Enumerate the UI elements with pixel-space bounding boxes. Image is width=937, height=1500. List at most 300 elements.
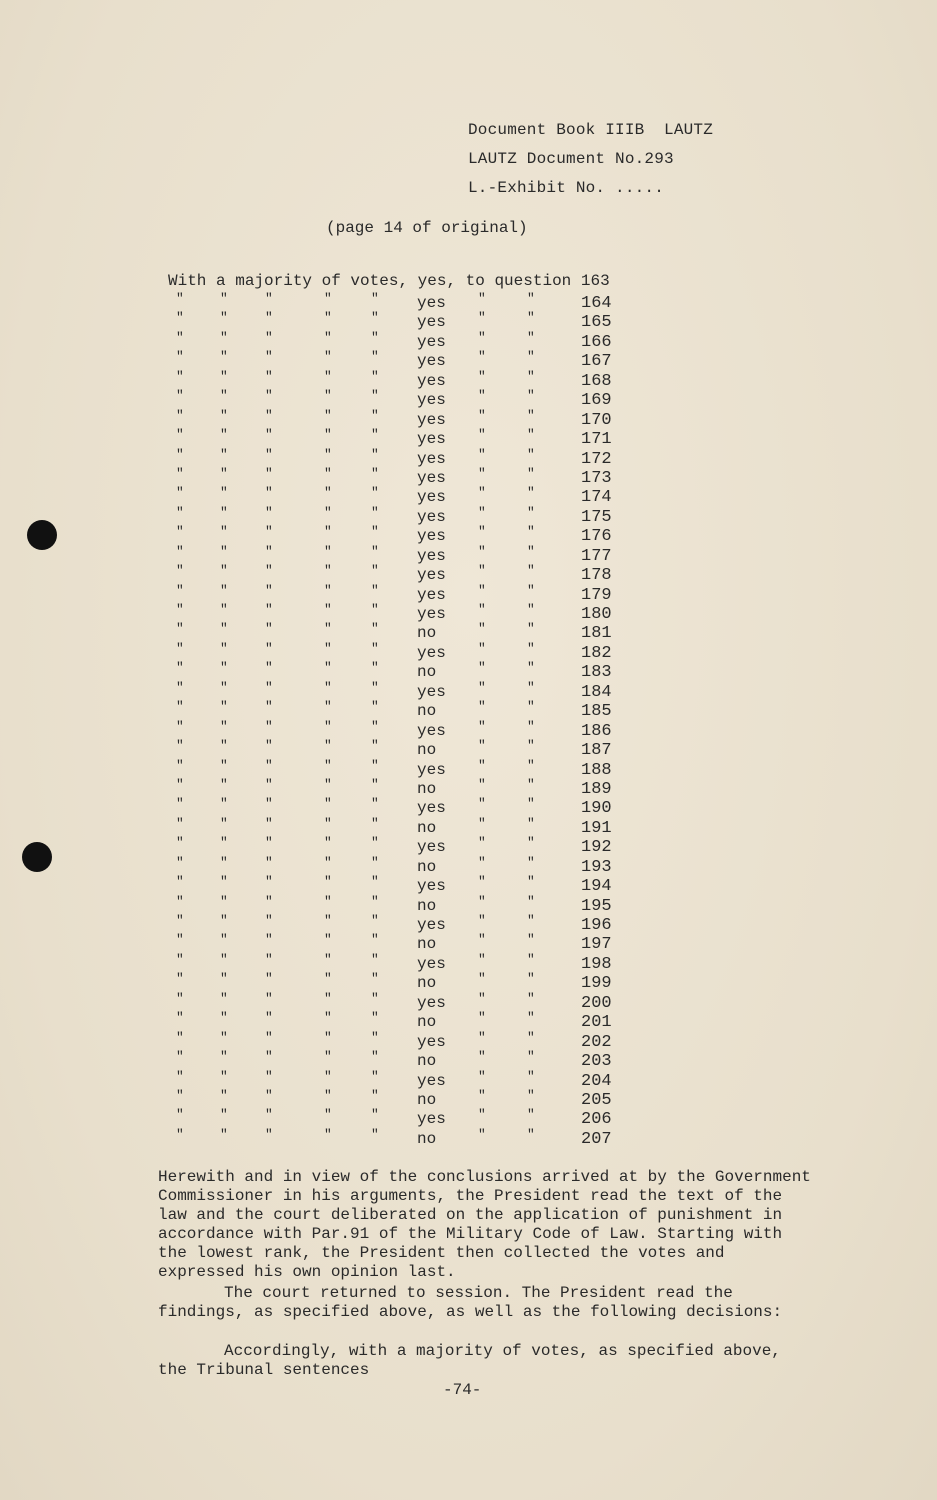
ditto-mark: " bbox=[220, 1126, 228, 1142]
question-number: 178 bbox=[581, 566, 612, 586]
ditto-mark: " bbox=[220, 465, 228, 481]
ditto-mark: " bbox=[265, 1107, 273, 1123]
ditto-mark: " bbox=[324, 349, 332, 365]
vote-answer: no bbox=[417, 1052, 437, 1071]
ditto-mark: " bbox=[527, 1010, 535, 1026]
ditto-mark: " bbox=[478, 951, 486, 967]
ditto-mark: " bbox=[527, 932, 535, 948]
ditto-mark: " bbox=[176, 1029, 184, 1045]
ditto-mark: " bbox=[265, 602, 273, 617]
ditto-mark: " bbox=[527, 407, 535, 423]
ditto-mark: " bbox=[371, 582, 379, 598]
ditto-mark: " bbox=[265, 738, 273, 754]
ditto-mark: " bbox=[220, 407, 228, 423]
ditto-mark: " bbox=[324, 310, 332, 326]
ditto-mark: " bbox=[176, 990, 184, 1006]
ditto-mark: " bbox=[371, 679, 379, 695]
ditto-mark: " bbox=[176, 291, 184, 306]
vote-answer: no bbox=[417, 896, 437, 915]
question-number: 201 bbox=[581, 1013, 612, 1033]
ditto-mark: " bbox=[176, 874, 184, 890]
paragraph-sentence bbox=[158, 1342, 818, 1380]
vote-row bbox=[168, 970, 648, 994]
ditto-mark: " bbox=[478, 602, 486, 617]
ditto-mark: " bbox=[324, 368, 332, 384]
ditto-mark: " bbox=[220, 563, 228, 579]
vote-answer: yes bbox=[417, 799, 446, 818]
ditto-mark: " bbox=[220, 990, 228, 1006]
question-number: 171 bbox=[581, 430, 612, 450]
ditto-mark: " bbox=[478, 932, 486, 948]
ditto-mark: " bbox=[176, 913, 184, 928]
vote-row bbox=[168, 523, 648, 547]
ditto-mark: " bbox=[478, 1049, 486, 1065]
vote-answer: yes bbox=[417, 877, 446, 896]
ditto-mark: " bbox=[176, 1049, 184, 1065]
ditto-mark: " bbox=[220, 524, 228, 540]
ditto-mark: " bbox=[265, 815, 273, 831]
ditto-mark: " bbox=[324, 738, 332, 754]
question-number: 164 bbox=[581, 294, 612, 313]
question-number: 202 bbox=[581, 1032, 612, 1052]
ditto-mark: " bbox=[478, 874, 486, 890]
vote-answer: yes bbox=[417, 760, 446, 779]
vote-answer: yes bbox=[417, 838, 446, 857]
ditto-mark: " bbox=[371, 485, 379, 501]
ditto-mark: " bbox=[371, 757, 379, 773]
ditto-mark: " bbox=[324, 874, 332, 890]
vote-row bbox=[168, 757, 648, 780]
ditto-mark: " bbox=[527, 854, 535, 870]
ditto-mark: " bbox=[371, 1087, 379, 1103]
ditto-mark: " bbox=[220, 485, 228, 501]
ditto-mark: " bbox=[324, 543, 332, 559]
ditto-mark: " bbox=[220, 913, 228, 928]
vote-answer: yes bbox=[417, 352, 446, 371]
ditto-mark: " bbox=[324, 971, 332, 987]
vote-answer: yes bbox=[417, 468, 446, 487]
vote-row bbox=[168, 465, 648, 488]
ditto-mark: " bbox=[324, 602, 332, 617]
ditto-mark: " bbox=[220, 971, 228, 987]
ditto-mark: " bbox=[478, 815, 486, 831]
vote-row bbox=[168, 873, 648, 897]
ditto-mark: " bbox=[324, 990, 332, 1006]
question-number: 186 bbox=[581, 721, 612, 741]
vote-row bbox=[168, 329, 648, 352]
header-exhibit-line: L.-Exhibit No. ..... bbox=[468, 179, 665, 197]
question-number: 189 bbox=[581, 779, 612, 799]
ditto-mark: " bbox=[478, 388, 486, 404]
ditto-mark: " bbox=[265, 913, 273, 928]
vote-answer: yes bbox=[417, 993, 446, 1012]
vote-answer: no bbox=[417, 702, 437, 721]
vote-row bbox=[168, 1126, 648, 1149]
paragraph-sentence-text: Accordingly, with a majority of votes, as specified above, the Tribunal sentences bbox=[158, 1342, 781, 1379]
ditto-mark: " bbox=[176, 524, 184, 540]
ditto-mark: " bbox=[324, 776, 332, 792]
question-number: 185 bbox=[581, 702, 612, 722]
vote-row bbox=[168, 484, 648, 508]
question-number: 165 bbox=[581, 313, 612, 333]
ditto-mark: " bbox=[265, 563, 273, 579]
ditto-mark: " bbox=[176, 854, 184, 870]
header-document-line: LAUTZ Document No.293 bbox=[468, 150, 674, 168]
ditto-mark: " bbox=[220, 427, 228, 443]
vote-row bbox=[168, 1068, 648, 1091]
ditto-mark: " bbox=[324, 563, 332, 579]
vote-row bbox=[168, 698, 648, 722]
ditto-mark: " bbox=[220, 815, 228, 831]
ditto-mark: " bbox=[527, 660, 535, 676]
ditto-mark: " bbox=[324, 699, 332, 715]
punch-hole bbox=[27, 520, 57, 550]
paragraph-session bbox=[158, 1284, 818, 1322]
ditto-mark: " bbox=[478, 1010, 486, 1026]
ditto-mark: " bbox=[265, 329, 273, 345]
ditto-mark: " bbox=[176, 796, 184, 812]
ditto-mark: " bbox=[265, 465, 273, 481]
ditto-mark: " bbox=[324, 621, 332, 637]
question-number: 179 bbox=[581, 585, 612, 605]
ditto-mark: " bbox=[220, 368, 228, 384]
ditto-mark: " bbox=[220, 699, 228, 715]
ditto-mark: " bbox=[265, 1010, 273, 1026]
vote-answer: yes bbox=[417, 916, 446, 934]
vote-row bbox=[168, 562, 648, 586]
vote-answer: yes bbox=[417, 371, 446, 390]
ditto-mark: " bbox=[527, 446, 535, 462]
ditto-mark: " bbox=[265, 679, 273, 695]
ditto-mark: " bbox=[265, 291, 273, 306]
ditto-mark: " bbox=[371, 368, 379, 384]
ditto-mark: " bbox=[371, 1049, 379, 1065]
question-number: 168 bbox=[581, 371, 612, 391]
vote-answer: yes bbox=[417, 682, 446, 701]
ditto-mark: " bbox=[527, 504, 535, 520]
ditto-mark: " bbox=[371, 718, 379, 734]
vote-answer: yes bbox=[417, 643, 446, 662]
ditto-mark: " bbox=[176, 640, 184, 656]
ditto-mark: " bbox=[371, 640, 379, 656]
ditto-mark: " bbox=[527, 757, 535, 773]
ditto-mark: " bbox=[176, 660, 184, 676]
ditto-mark: " bbox=[478, 893, 486, 909]
vote-answer: no bbox=[417, 857, 437, 876]
ditto-mark: " bbox=[324, 485, 332, 501]
document-header bbox=[468, 116, 713, 203]
ditto-mark: " bbox=[220, 796, 228, 812]
ditto-mark: " bbox=[527, 310, 535, 326]
ditto-mark: " bbox=[478, 1029, 486, 1045]
ditto-mark: " bbox=[527, 465, 535, 481]
ditto-mark: " bbox=[324, 932, 332, 948]
question-number: 205 bbox=[581, 1090, 612, 1110]
vote-row bbox=[168, 834, 648, 858]
ditto-mark: " bbox=[176, 699, 184, 715]
vote-list bbox=[168, 290, 648, 1149]
ditto-mark: " bbox=[527, 835, 535, 851]
vote-first-line-text: With a majority of votes, yes, to question bbox=[168, 272, 572, 290]
vote-answer: yes bbox=[417, 1110, 446, 1129]
ditto-mark: " bbox=[265, 524, 273, 540]
vote-row bbox=[168, 620, 648, 644]
paragraph-session-text: The court returned to session. The President read the findings, as specified above, as well as the following decisions: bbox=[158, 1284, 783, 1321]
ditto-mark: " bbox=[220, 951, 228, 967]
vote-first-line bbox=[168, 272, 610, 290]
vote-answer: no bbox=[417, 741, 437, 760]
ditto-mark: " bbox=[176, 446, 184, 462]
vote-answer: yes bbox=[417, 507, 446, 526]
ditto-mark: " bbox=[176, 1107, 184, 1123]
vote-answer: yes bbox=[417, 566, 446, 585]
ditto-mark: " bbox=[371, 990, 379, 1006]
ditto-mark: " bbox=[371, 543, 379, 559]
question-number: 172 bbox=[581, 449, 612, 469]
vote-answer: yes bbox=[417, 294, 446, 312]
ditto-mark: " bbox=[265, 1029, 273, 1045]
ditto-mark: " bbox=[176, 815, 184, 831]
ditto-mark: " bbox=[324, 504, 332, 520]
ditto-mark: " bbox=[220, 660, 228, 676]
vote-row bbox=[168, 737, 648, 761]
ditto-mark: " bbox=[478, 1068, 486, 1084]
ditto-mark: " bbox=[527, 699, 535, 715]
ditto-mark: " bbox=[220, 738, 228, 754]
question-number: 206 bbox=[581, 1110, 612, 1130]
ditto-mark: " bbox=[220, 1107, 228, 1123]
ditto-mark: " bbox=[324, 465, 332, 481]
ditto-mark: " bbox=[527, 796, 535, 812]
ditto-mark: " bbox=[176, 893, 184, 909]
ditto-mark: " bbox=[265, 776, 273, 792]
ditto-mark: " bbox=[265, 796, 273, 812]
ditto-mark: " bbox=[220, 679, 228, 695]
ditto-mark: " bbox=[220, 757, 228, 773]
vote-row bbox=[168, 348, 648, 372]
vote-row bbox=[168, 543, 648, 566]
ditto-mark: " bbox=[324, 407, 332, 423]
ditto-mark: " bbox=[176, 485, 184, 501]
question-number: 176 bbox=[581, 527, 612, 547]
ditto-mark: " bbox=[527, 893, 535, 909]
vote-answer: no bbox=[417, 779, 437, 798]
ditto-mark: " bbox=[527, 329, 535, 345]
ditto-mark: " bbox=[478, 738, 486, 754]
question-number: 167 bbox=[581, 352, 612, 372]
vote-answer: yes bbox=[417, 391, 446, 410]
question-number: 204 bbox=[581, 1071, 612, 1091]
ditto-mark: " bbox=[220, 349, 228, 365]
ditto-mark: " bbox=[220, 854, 228, 870]
question-number: 193 bbox=[581, 857, 612, 877]
question-number: 174 bbox=[581, 488, 612, 508]
ditto-mark: " bbox=[478, 329, 486, 345]
ditto-mark: " bbox=[265, 621, 273, 637]
ditto-mark: " bbox=[527, 485, 535, 501]
ditto-mark: " bbox=[324, 524, 332, 540]
ditto-mark: " bbox=[478, 660, 486, 676]
ditto-mark: " bbox=[324, 582, 332, 598]
ditto-mark: " bbox=[371, 951, 379, 967]
vote-row bbox=[168, 640, 648, 663]
ditto-mark: " bbox=[371, 1126, 379, 1142]
vote-row bbox=[168, 426, 648, 450]
ditto-mark: " bbox=[324, 893, 332, 909]
vote-row bbox=[168, 387, 648, 411]
ditto-mark: " bbox=[527, 776, 535, 792]
ditto-mark: " bbox=[527, 291, 535, 306]
ditto-mark: " bbox=[527, 913, 535, 928]
vote-answer: yes bbox=[417, 449, 446, 468]
ditto-mark: " bbox=[527, 1107, 535, 1123]
ditto-mark: " bbox=[371, 310, 379, 326]
ditto-mark: " bbox=[265, 971, 273, 987]
question-number: 207 bbox=[581, 1129, 612, 1149]
vote-answer: yes bbox=[417, 1071, 446, 1090]
ditto-mark: " bbox=[176, 504, 184, 520]
question-number: 200 bbox=[581, 993, 612, 1013]
ditto-mark: " bbox=[478, 446, 486, 462]
vote-answer: no bbox=[417, 1129, 437, 1148]
ditto-mark: " bbox=[371, 893, 379, 909]
ditto-mark: " bbox=[478, 465, 486, 481]
ditto-mark: " bbox=[324, 815, 332, 831]
ditto-mark: " bbox=[176, 1010, 184, 1026]
ditto-mark: " bbox=[527, 1049, 535, 1065]
ditto-mark: " bbox=[478, 835, 486, 851]
ditto-mark: " bbox=[478, 349, 486, 365]
ditto-mark: " bbox=[176, 368, 184, 384]
question-number: 190 bbox=[581, 799, 612, 819]
ditto-mark: " bbox=[478, 699, 486, 715]
ditto-mark: " bbox=[265, 1068, 273, 1084]
ditto-mark: " bbox=[220, 893, 228, 909]
ditto-mark: " bbox=[324, 718, 332, 734]
ditto-mark: " bbox=[371, 388, 379, 404]
ditto-mark: " bbox=[265, 660, 273, 676]
ditto-mark: " bbox=[176, 1126, 184, 1142]
ditto-mark: " bbox=[176, 1068, 184, 1084]
ditto-mark: " bbox=[265, 990, 273, 1006]
ditto-mark: " bbox=[220, 602, 228, 617]
question-number: 203 bbox=[581, 1052, 612, 1072]
ditto-mark: " bbox=[527, 582, 535, 598]
ditto-mark: " bbox=[527, 368, 535, 384]
ditto-mark: " bbox=[527, 427, 535, 443]
ditto-mark: " bbox=[176, 835, 184, 851]
ditto-mark: " bbox=[324, 1087, 332, 1103]
ditto-mark: " bbox=[265, 427, 273, 443]
ditto-mark: " bbox=[176, 951, 184, 967]
ditto-mark: " bbox=[176, 776, 184, 792]
ditto-mark: " bbox=[265, 1126, 273, 1142]
vote-row bbox=[168, 815, 648, 838]
vote-answer: no bbox=[417, 1013, 437, 1032]
ditto-mark: " bbox=[220, 388, 228, 404]
question-number: 191 bbox=[581, 818, 612, 838]
question-number: 184 bbox=[581, 682, 612, 702]
question-number: 187 bbox=[581, 741, 612, 761]
ditto-mark: " bbox=[176, 602, 184, 617]
vote-answer: yes bbox=[417, 721, 446, 740]
ditto-mark: " bbox=[324, 427, 332, 443]
vote-answer: no bbox=[417, 663, 437, 682]
ditto-mark: " bbox=[265, 582, 273, 598]
ditto-mark: " bbox=[265, 835, 273, 851]
question-number: 188 bbox=[581, 760, 612, 780]
ditto-mark: " bbox=[265, 718, 273, 734]
vote-row bbox=[168, 718, 648, 741]
ditto-mark: " bbox=[265, 640, 273, 656]
question-number: 195 bbox=[581, 896, 612, 916]
ditto-mark: " bbox=[324, 329, 332, 345]
ditto-mark: " bbox=[527, 388, 535, 404]
ditto-mark: " bbox=[324, 1068, 332, 1084]
vote-row bbox=[168, 659, 648, 683]
ditto-mark: " bbox=[324, 640, 332, 656]
ditto-mark: " bbox=[176, 679, 184, 695]
ditto-mark: " bbox=[220, 621, 228, 637]
ditto-mark: " bbox=[324, 951, 332, 967]
vote-row bbox=[168, 1106, 648, 1130]
ditto-mark: " bbox=[371, 524, 379, 540]
ditto-mark: " bbox=[265, 1049, 273, 1065]
question-number: 169 bbox=[581, 391, 612, 411]
question-number: 183 bbox=[581, 663, 612, 683]
vote-row bbox=[168, 504, 648, 527]
question-number: 198 bbox=[581, 954, 612, 974]
original-page-reference: (page 14 of original) bbox=[326, 219, 528, 237]
ditto-mark: " bbox=[527, 1068, 535, 1084]
vote-row bbox=[168, 1048, 648, 1072]
vote-answer: no bbox=[417, 818, 437, 837]
paragraph-deliberation: Herewith and in view of the conclusions arrived at by the Government Commissioner in his arguments, the President read the text of the law and the court deliberated on the application of punishment in accordance with Par.91 of the Military Code of Law. Starting with the lowest rank, the President then collected the votes and expressed his own opinion last. bbox=[158, 1168, 811, 1281]
ditto-mark: " bbox=[220, 582, 228, 598]
vote-answer: no bbox=[417, 624, 437, 643]
ditto-mark: " bbox=[371, 913, 379, 928]
ditto-mark: " bbox=[220, 776, 228, 792]
ditto-mark: " bbox=[527, 621, 535, 637]
ditto-mark: " bbox=[324, 1049, 332, 1065]
ditto-mark: " bbox=[265, 699, 273, 715]
ditto-mark: " bbox=[265, 854, 273, 870]
ditto-mark: " bbox=[527, 1029, 535, 1045]
ditto-mark: " bbox=[176, 349, 184, 365]
ditto-mark: " bbox=[371, 796, 379, 812]
ditto-mark: " bbox=[527, 971, 535, 987]
ditto-mark: " bbox=[371, 621, 379, 637]
ditto-mark: " bbox=[265, 388, 273, 404]
ditto-mark: " bbox=[371, 446, 379, 462]
ditto-mark: " bbox=[265, 893, 273, 909]
ditto-mark: " bbox=[324, 1010, 332, 1026]
ditto-mark: " bbox=[176, 718, 184, 734]
punch-hole bbox=[22, 842, 52, 872]
ditto-mark: " bbox=[265, 951, 273, 967]
question-number: 163 bbox=[580, 272, 610, 290]
vote-row bbox=[168, 795, 648, 819]
question-number: 196 bbox=[581, 916, 612, 935]
ditto-mark: " bbox=[527, 563, 535, 579]
ditto-mark: " bbox=[478, 913, 486, 928]
ditto-mark: " bbox=[220, 1029, 228, 1045]
ditto-mark: " bbox=[527, 990, 535, 1006]
question-number: 177 bbox=[581, 546, 612, 566]
ditto-mark: " bbox=[527, 679, 535, 695]
ditto-mark: " bbox=[324, 1029, 332, 1045]
ditto-mark: " bbox=[371, 699, 379, 715]
